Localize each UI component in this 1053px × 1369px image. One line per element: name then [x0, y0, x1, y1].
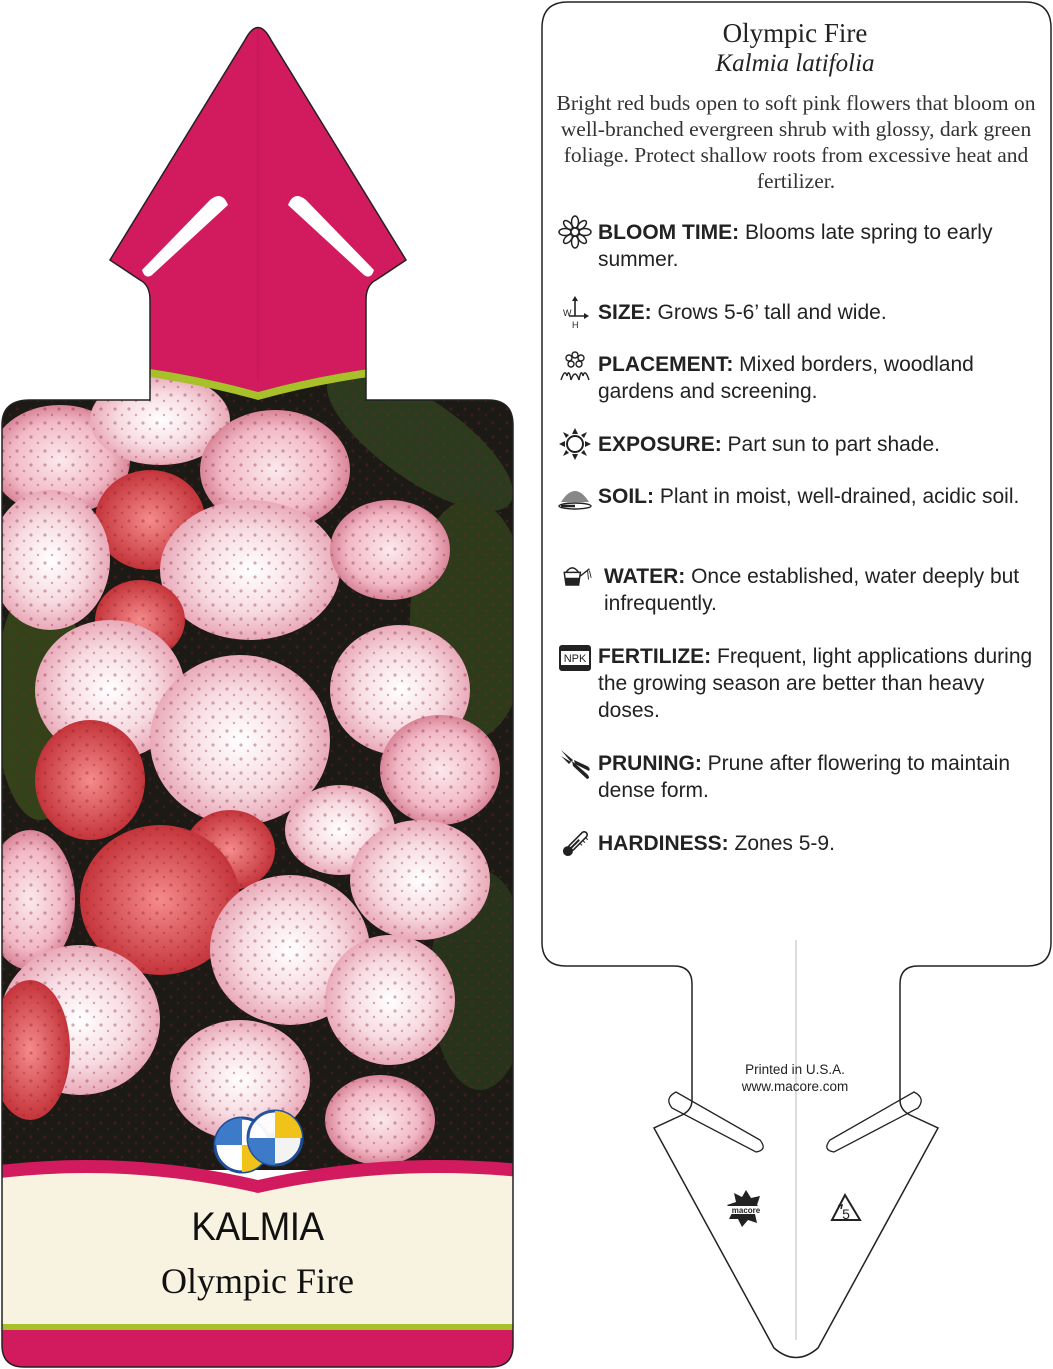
- care-bloom-time: [598, 219, 1033, 273]
- npk-label: NPK: [563, 653, 587, 665]
- macore-logo-text: macore: [731, 1206, 761, 1215]
- care-label: PLACEMENT:: [598, 353, 734, 376]
- care-fertilize: [598, 643, 1033, 724]
- care-text: Grows 5-6’ tall and wide.: [651, 301, 887, 324]
- care-label: SIZE:: [598, 301, 652, 324]
- care-label: HARDINESS:: [598, 832, 729, 855]
- npk-icon: [557, 640, 593, 676]
- care-size: [598, 299, 1033, 326]
- care-text: Plant in moist, well-drained, acidic soil.: [654, 485, 1020, 508]
- care-soil: [598, 483, 1033, 510]
- care-placement: [598, 351, 1033, 405]
- plant-description: Bright red buds open to soft pink flowers that bloom on well-branched evergreen shrub with glossy, dark green foliage. Protect shallow roots from excessive heat and fertilizer.: [556, 91, 1036, 193]
- care-exposure: [598, 431, 1033, 458]
- sun-icon: [557, 426, 593, 462]
- placement-icon: [557, 346, 593, 382]
- thermometer-icon: [557, 826, 593, 862]
- care-label: SOIL:: [598, 485, 654, 508]
- back-botanical-name: Kalmia latifolia: [715, 50, 875, 77]
- soil-icon: [557, 478, 593, 514]
- care-text: Mixed borders, woodland gardens and screening.: [598, 353, 974, 403]
- size-icon: [557, 294, 593, 330]
- size-icon-h: H: [572, 320, 579, 330]
- care-hardiness: [598, 830, 1033, 857]
- care-label: FERTILIZE:: [598, 645, 712, 668]
- care-label: EXPOSURE:: [598, 433, 722, 456]
- pruners-icon: [557, 746, 593, 782]
- care-text: Zones 5-9.: [728, 832, 835, 855]
- care-label: WATER:: [604, 565, 686, 588]
- recycle-number: 5: [842, 1206, 850, 1222]
- care-label: BLOOM TIME:: [598, 221, 740, 244]
- watering-can-icon: [557, 558, 593, 594]
- care-text: Blooms late spring to early summer.: [598, 221, 993, 271]
- care-text: Prune after flowering to maintain dense form.: [598, 752, 1011, 802]
- care-water: [604, 563, 1034, 617]
- care-text: Part sun to part shade.: [721, 433, 940, 456]
- front-genus-name: KALMIA: [191, 1205, 324, 1249]
- website-url: www.macore.com: [741, 1079, 849, 1094]
- size-icon-w: W: [563, 308, 572, 318]
- care-text: Frequent, light applications during the growing season are better than heavy doses.: [598, 645, 1033, 722]
- care-label: PRUNING:: [598, 752, 702, 775]
- front-cultivar-name: Olympic Fire: [161, 1261, 354, 1301]
- care-pruning: [598, 750, 1033, 804]
- flower-icon: [557, 214, 593, 250]
- back-title: Olympic Fire: [722, 18, 868, 48]
- care-text: Once established, water deeply but infrequently.: [604, 565, 1020, 615]
- printed-in-usa: Printed in U.S.A.: [745, 1062, 845, 1077]
